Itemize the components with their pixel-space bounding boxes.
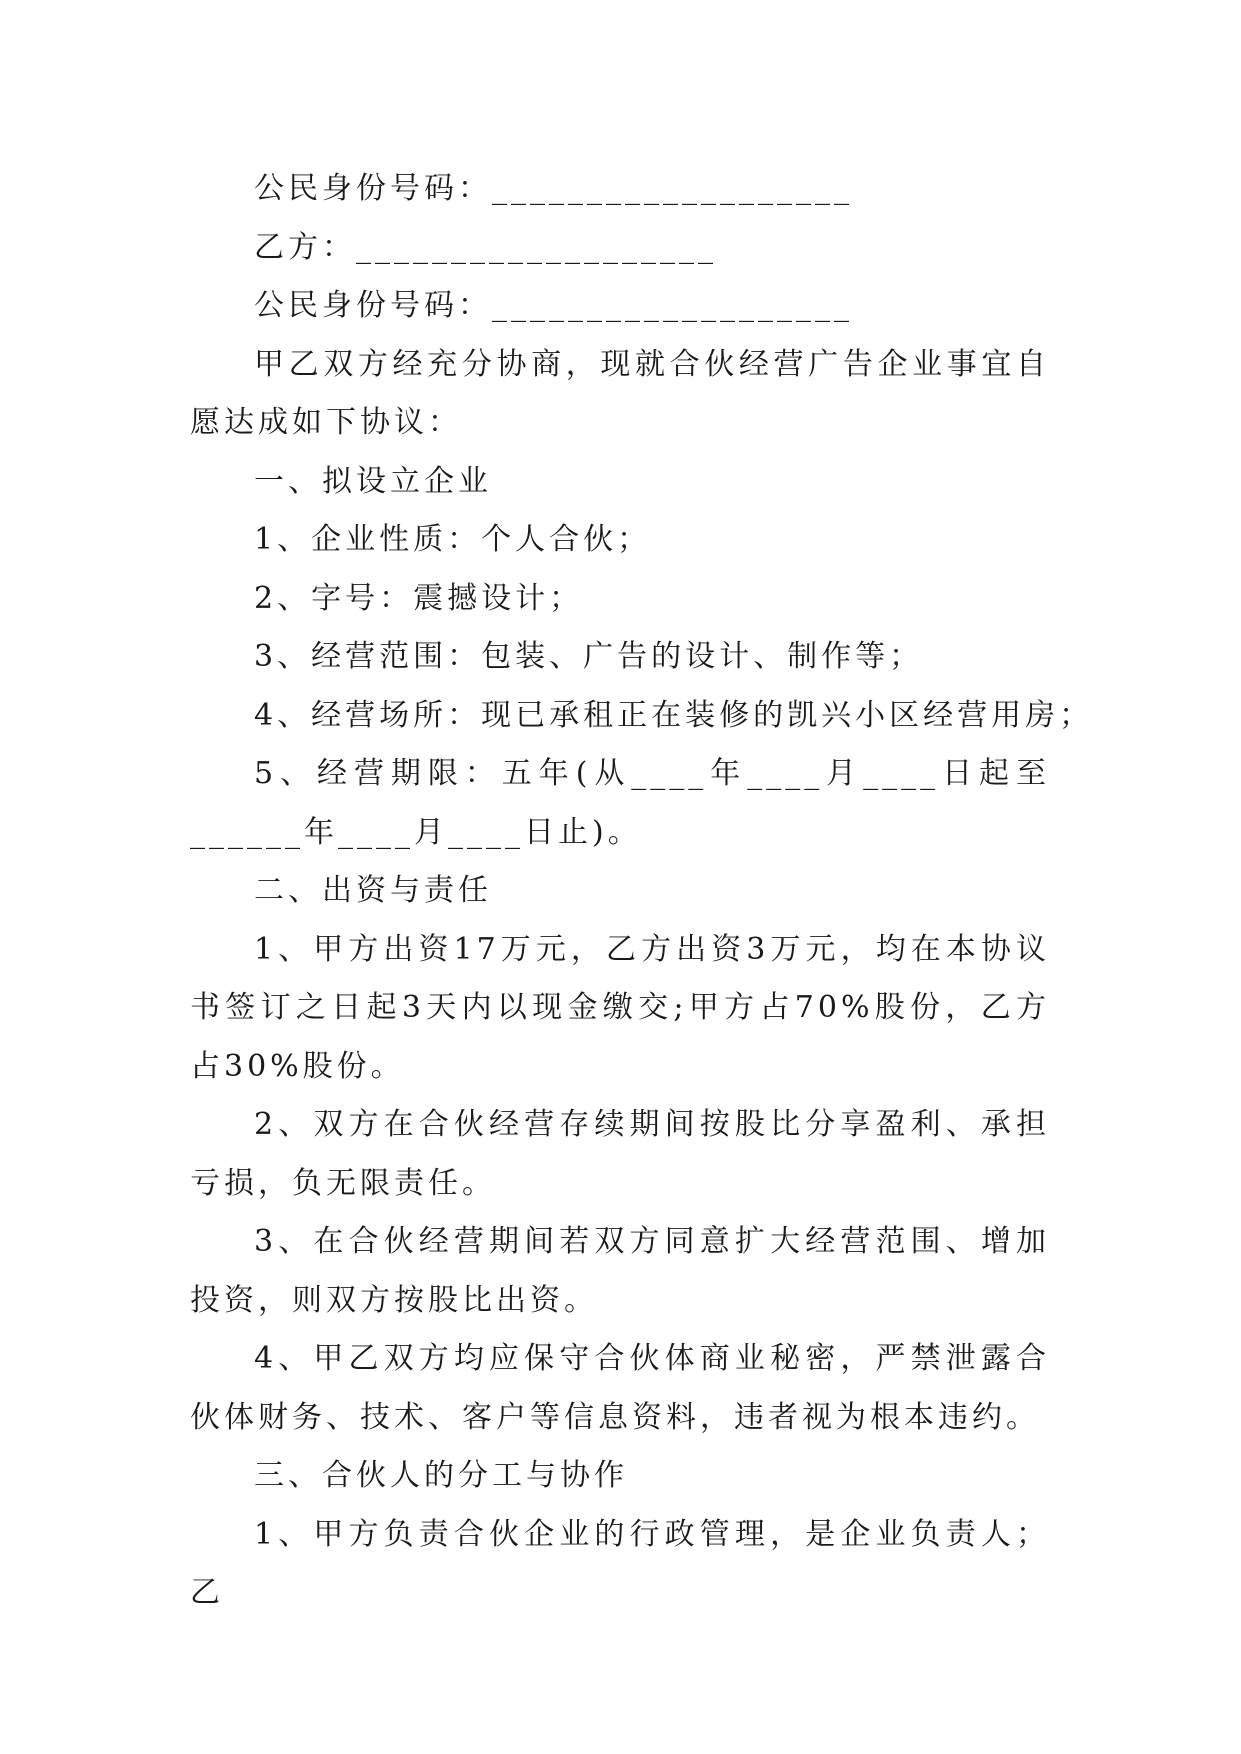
clause-2-4: 4、甲乙双方均应保守合伙体商业秘密，严禁泄露合伙体财务、技术、客户等信息资料，违者视为根本违约。 <box>190 1341 1050 1435</box>
party-a-id-line: 公民身份号码：___________________ <box>254 171 853 206</box>
clause-1-5: 5、经营期限：五年(从____年____月____日起至______年____月____日止)。 <box>190 756 1050 850</box>
party-b-id-line: 公民身份号码：___________________ <box>254 288 853 323</box>
party-b-line: 乙方：___________________ <box>254 229 717 265</box>
section-heading-1: 一、拟设立企业 <box>254 463 492 499</box>
intro-paragraph: 甲乙双方经充分协商，现就合伙经营广告企业事宜自愿达成如下协议： <box>190 346 1050 440</box>
clause-1-3: 3、经营范围：包装、广告的设计、制作等； <box>254 639 924 674</box>
clause-2-1: 1、甲方出资17万元，乙方出资3万元，均在本协议书签订之日起3天内以现金缴交;甲方占70%股份，乙方占30%股份。 <box>190 931 1050 1084</box>
clause-3-1: 1、甲方负责合伙企业的行政管理，是企业负责人；乙 <box>190 1516 1050 1610</box>
clause-2-3: 3、在合伙经营期间若双方同意扩大经营范围、增加投资，则双方按股比出资。 <box>190 1224 1050 1318</box>
clause-1-4: 4、经营场所：现已承租正在装修的凯兴小区经营用房； <box>254 697 1094 733</box>
clause-1-2: 2、字号：震撼设计； <box>254 580 584 616</box>
document-body <box>190 160 1094 1623</box>
section-heading-3: 三、合伙人的分工与协作 <box>254 1458 628 1493</box>
clause-2-2: 2、双方在合伙经营存续期间按股比分享盈利、承担亏损，负无限责任。 <box>190 1107 1050 1201</box>
section-heading-2: 二、出资与责任 <box>254 873 492 908</box>
clause-1-1: 1、企业性质：个人合伙； <box>254 522 652 557</box>
